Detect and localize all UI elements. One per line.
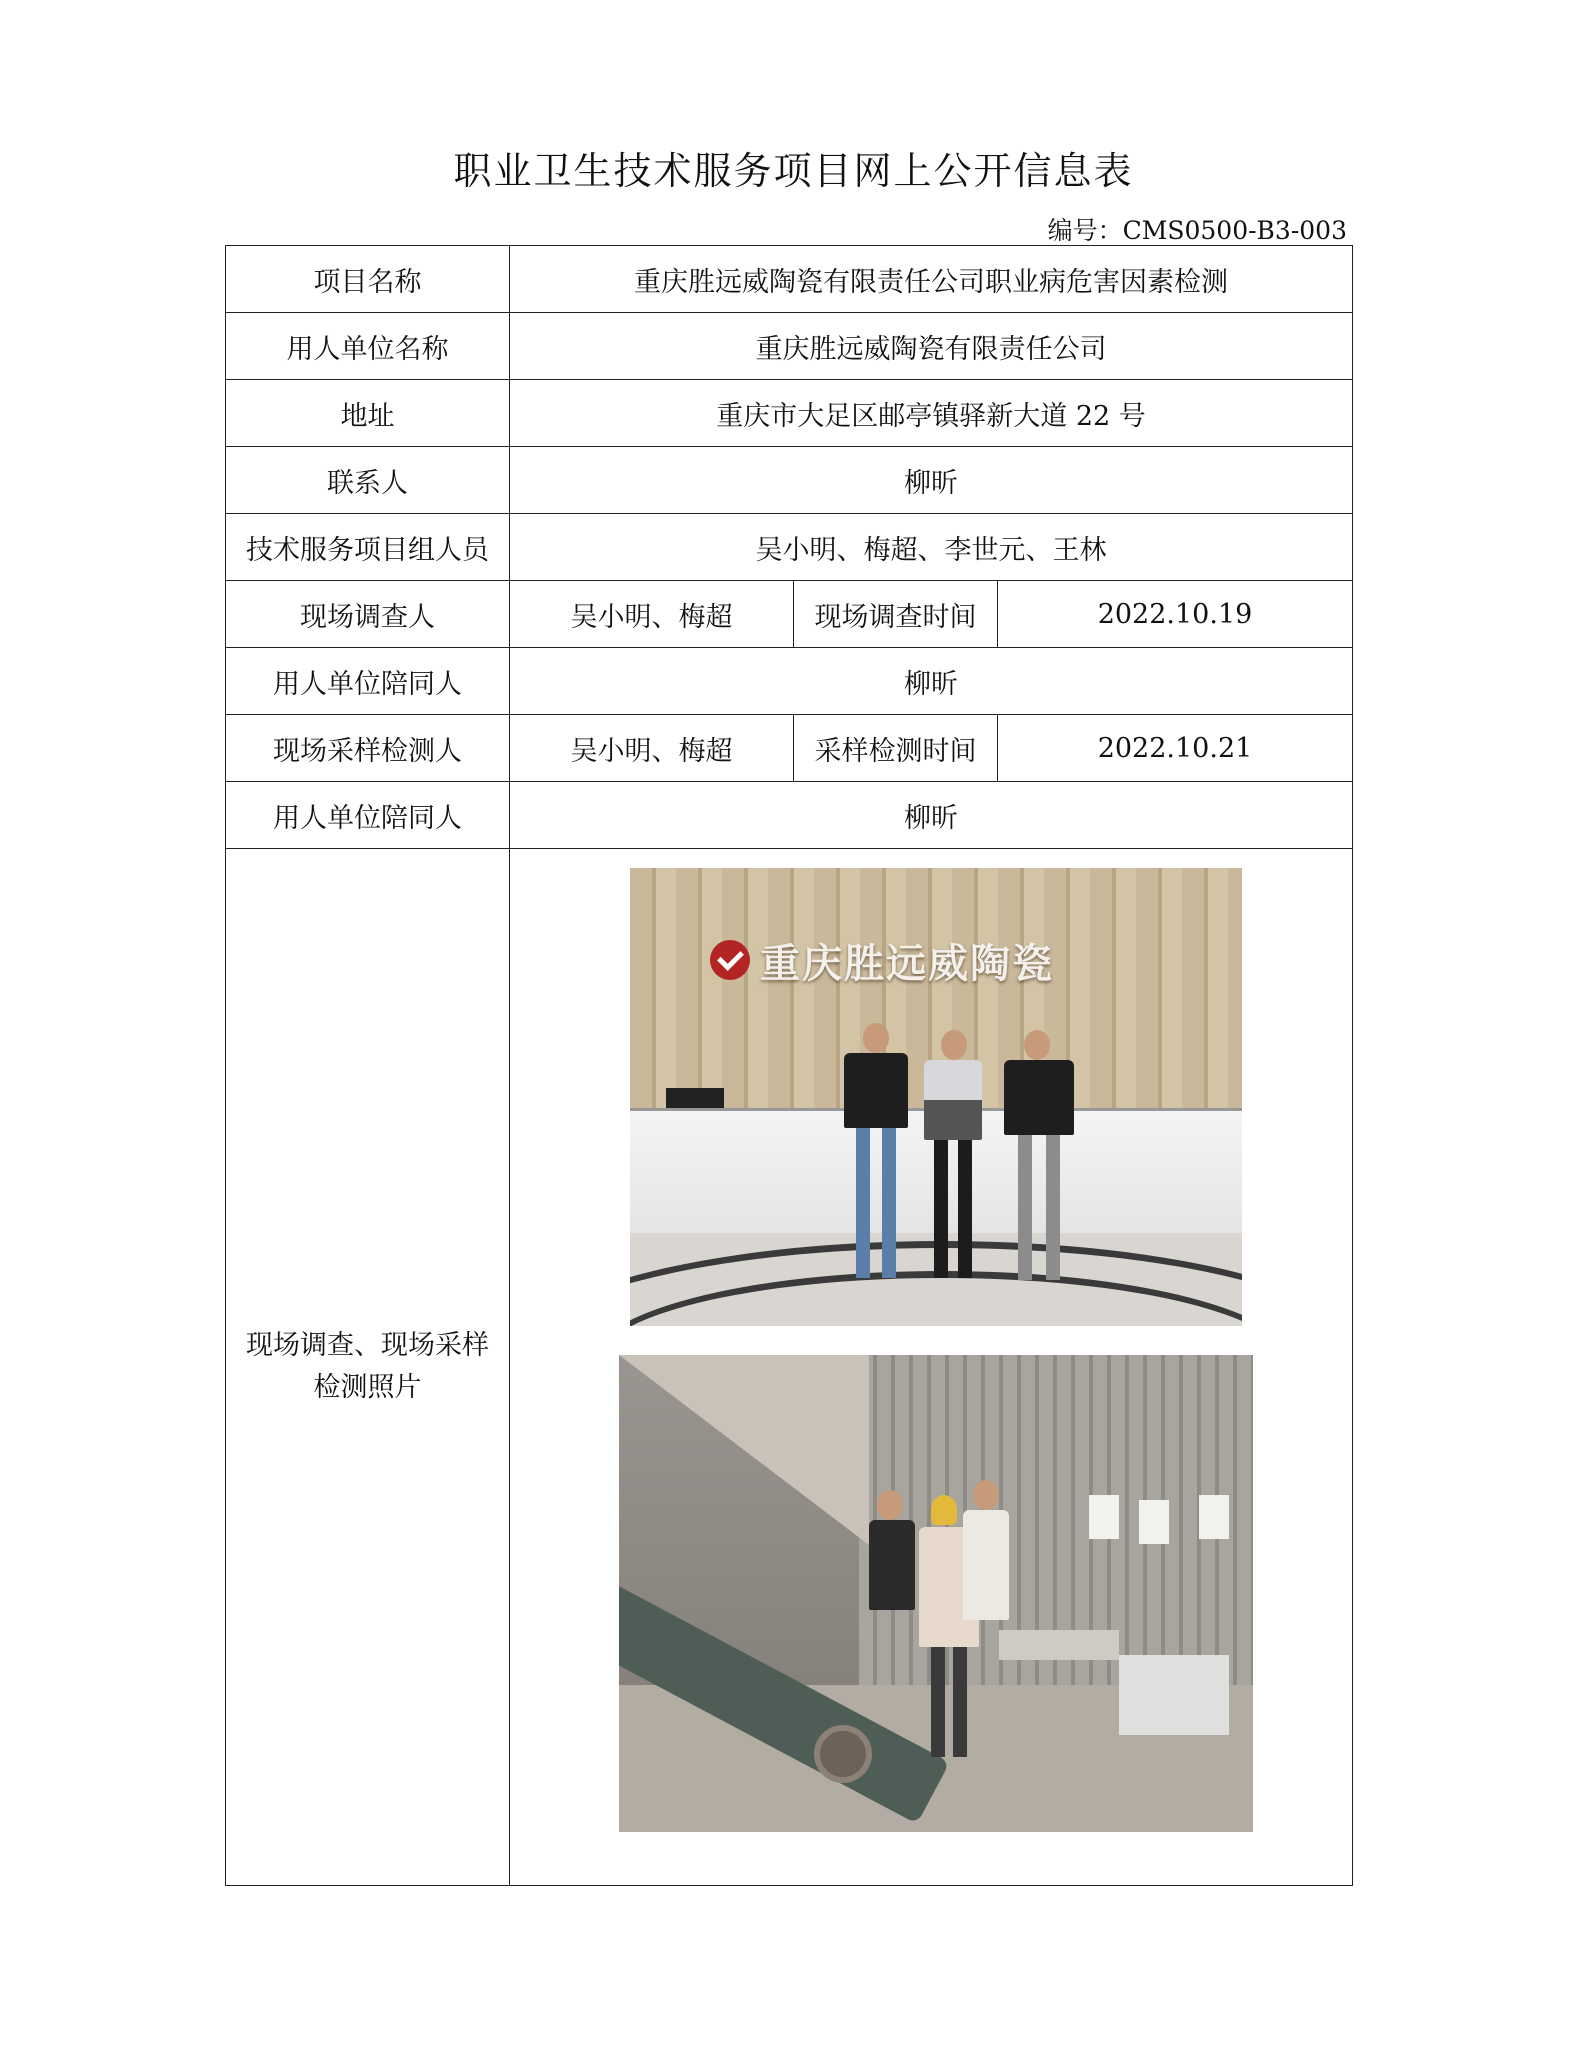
table-row xyxy=(226,849,1353,1886)
team-label: 技术服务项目组人员 xyxy=(226,514,510,581)
photos-label: 现场调查、现场采样 检测照片 xyxy=(226,849,510,1886)
project-name-label: 项目名称 xyxy=(226,246,510,313)
escort-label: 用人单位陪同人 xyxy=(226,648,510,715)
table-row xyxy=(226,447,1353,514)
project-name-value: 重庆胜远威陶瓷有限责任公司职业病危害因素检测 xyxy=(510,246,1353,313)
sampling-person-value: 吴小明、梅超 xyxy=(510,715,794,782)
table-row xyxy=(226,782,1353,849)
document-title: 职业卫生技术服务项目网上公开信息表 xyxy=(453,149,1134,193)
survey-person-value: 吴小明、梅超 xyxy=(510,581,794,648)
contact-label: 联系人 xyxy=(226,447,510,514)
address-label: 地址 xyxy=(226,380,510,447)
site-sampling-photo xyxy=(619,1355,1253,1832)
survey-time-label: 现场调查时间 xyxy=(794,581,998,648)
sampling-person-label: 现场采样检测人 xyxy=(226,715,510,782)
document-number: 编号：CMS0500-B3-003 xyxy=(1047,216,1347,245)
company-sign xyxy=(710,930,1130,990)
escort-value: 柳昕 xyxy=(510,648,1353,715)
table-row xyxy=(226,380,1353,447)
table-row xyxy=(226,246,1353,313)
escort-value: 柳昕 xyxy=(510,782,1353,849)
company-logo-icon xyxy=(710,940,750,980)
contact-value: 柳昕 xyxy=(510,447,1353,514)
table-row xyxy=(226,715,1353,782)
escort-label: 用人单位陪同人 xyxy=(226,782,510,849)
employer-label: 用人单位名称 xyxy=(226,313,510,380)
photos-cell xyxy=(510,849,1353,1886)
site-survey-photo xyxy=(630,868,1242,1326)
sampling-time-value: 2022.10.21 xyxy=(998,715,1353,782)
employer-value: 重庆胜远威陶瓷有限责任公司 xyxy=(510,313,1353,380)
survey-person-label: 现场调查人 xyxy=(226,581,510,648)
info-table xyxy=(225,245,1353,1886)
table-row xyxy=(226,648,1353,715)
survey-time-value: 2022.10.19 xyxy=(998,581,1353,648)
table-row xyxy=(226,313,1353,380)
team-value: 吴小明、梅超、李世元、王林 xyxy=(510,514,1353,581)
company-sign-text: 重庆胜远威陶瓷 xyxy=(760,940,1054,987)
address-value: 重庆市大足区邮亭镇驿新大道 22 号 xyxy=(510,380,1353,447)
table-row xyxy=(226,514,1353,581)
table-row xyxy=(226,581,1353,648)
sampling-time-label: 采样检测时间 xyxy=(794,715,998,782)
